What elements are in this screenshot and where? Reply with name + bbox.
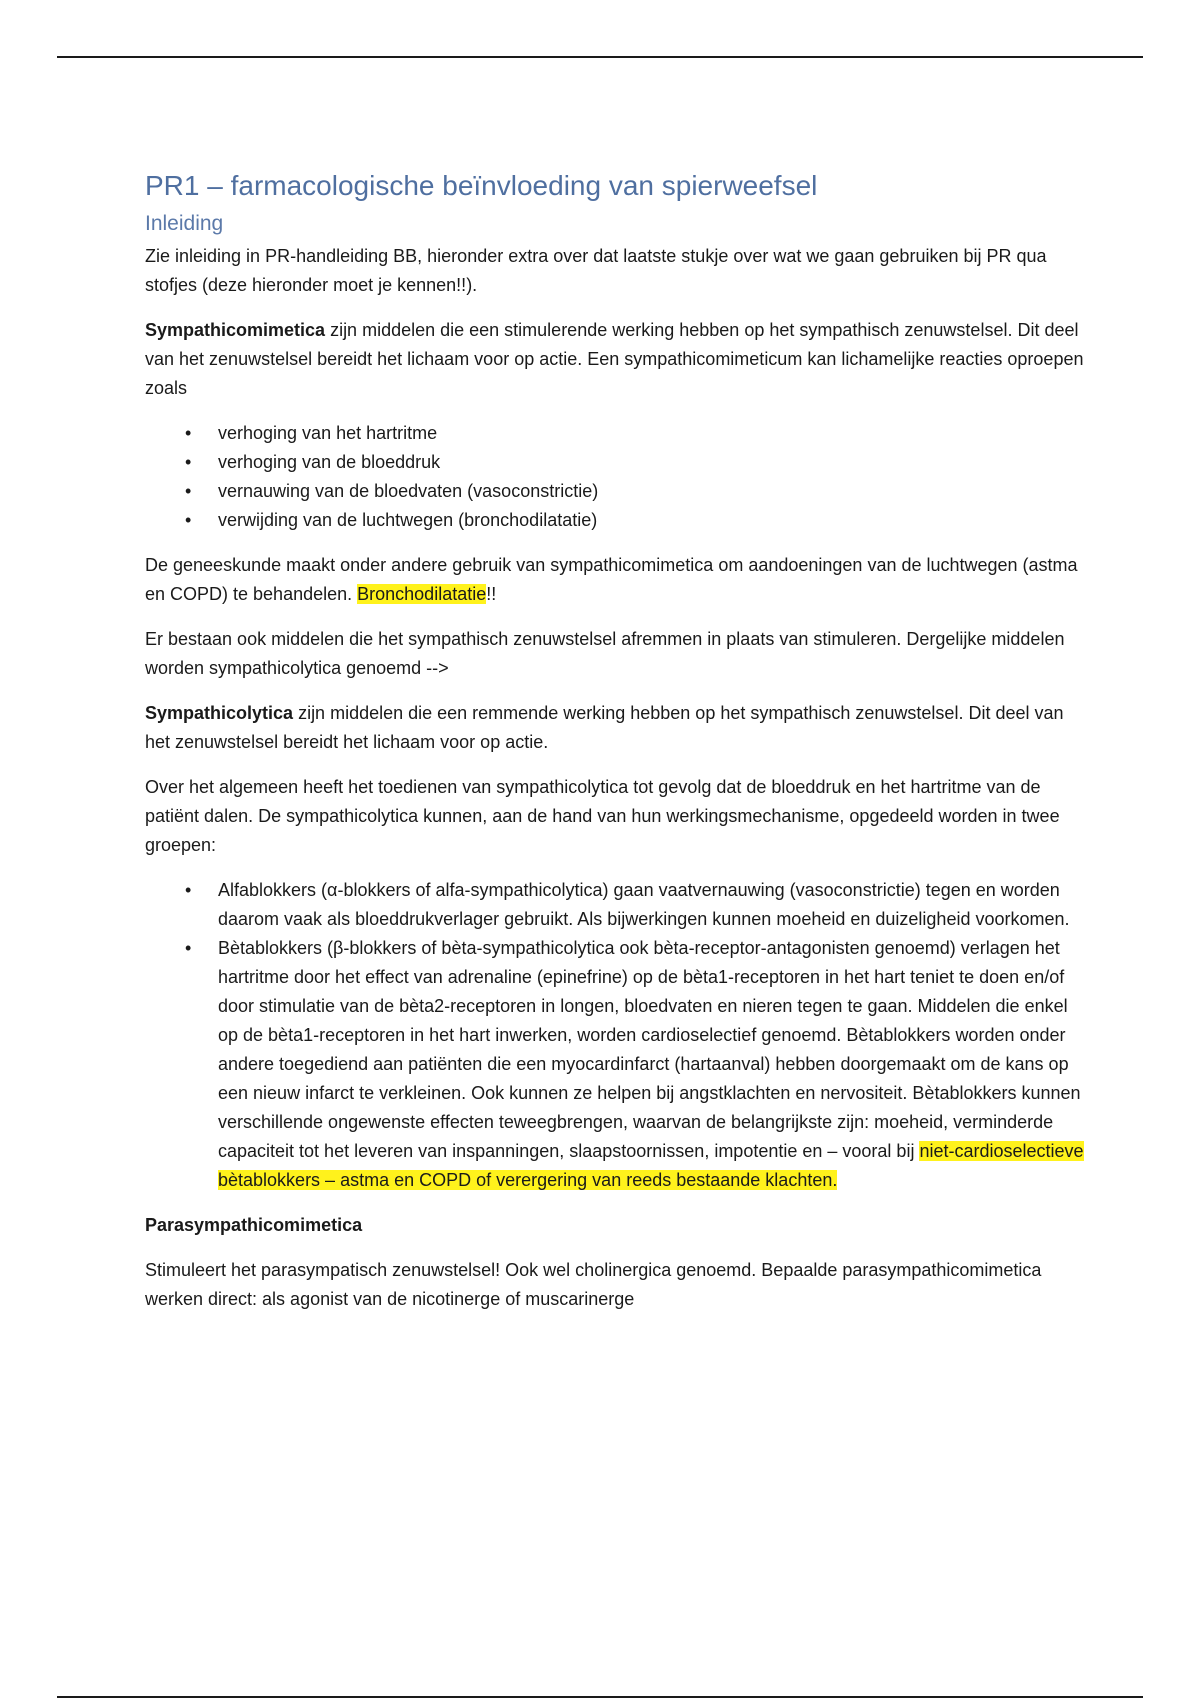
bullet-icon: • xyxy=(185,880,192,900)
effects-list xyxy=(145,419,1085,535)
transition-paragraph: Er bestaan ook middelen die het sympathisch zenuwstelsel afremmen in plaats van stimuleren. Dergelijke middelen worden sympathicolytica genoemd --> xyxy=(145,629,1065,678)
sympathicolytica-paragraph: Sympathicolytica zijn middelen die een remmende werking hebben op het sympathisch zenuwstelsel. Dit deel van het zenuwstelsel bereidt het lichaam voor op actie. xyxy=(145,703,1064,752)
list-item-alfablokkers: • Alfablokkers (α-blokkers of alfa-sympathicolytica) gaan vaatvernauwing (vasoconstrictie) tegen en worden daarom vaak als bloeddrukverlager gebruikt. Als bijwerkingen kunnen moeheid en duizeligheid voorkomen. xyxy=(145,876,1085,934)
list-item: • verwijding van de luchtwegen (bronchodilatatie) xyxy=(145,506,1085,535)
sympathicolytica-term: Sympathicolytica xyxy=(145,703,294,723)
highlight-niet-cardioselectief: niet-cardioselectieve bètablokkers – astma en COPD of verergering van reeds bestaande klachten. xyxy=(218,1141,1084,1190)
sympathicomimetica-term: Sympathicomimetica xyxy=(145,320,326,340)
section-heading-inleiding: Inleiding xyxy=(145,212,224,235)
bullet-icon: • xyxy=(185,423,192,443)
bullet-icon: • xyxy=(185,510,192,530)
list-item: • verhoging van het hartritme xyxy=(145,419,1085,448)
blocker-groups-list xyxy=(145,876,1085,1195)
list-item-betablokkers: • Bètablokkers (β-blokkers of bèta-sympathicolytica ook bèta-receptor-antagonisten genoemd) verlagen het hartritme door het effect van adrenaline (epinefrine) op de bèta1-receptoren in het hart teniet te doen en/of door stimulatie van de bèta2-receptoren in longen, bloedvaten en nieren tegen te gaan. Middelen die enkel op de bèta1-receptoren in het hart inwerken, worden cardioselectief genoemd. Bètablokkers worden onder andere toegediend aan patiënten die een myocardinfarct (hartaanval) hebben doorgemaakt om de kans op een nieuw infarct te verkleinen. Ook kunnen ze helpen bij angstklachten en nervositeit. Bètablokkers kunnen verschillende ongewenste effecten teweegbrengen, waarvan de belangrijkste zijn: moeheid, verminderde capaciteit tot het leveren van inspanningen, slaapstoornissen, impotentie en – vooral bij niet-cardioselectieve bètablokkers – astma en COPD of verergering van reeds bestaande klachten. xyxy=(145,934,1085,1195)
intro-paragraph: Zie inleiding in PR-handleiding BB, hieronder extra over dat laatste stukje over wat we gaan gebruiken bij PR qua stofjes (deze hieronder moet je kennen!!). xyxy=(145,246,1047,295)
page-title: PR1 – farmacologische beïnvloeding van spierweefsel xyxy=(145,170,818,201)
sympathicomimetica-paragraph xyxy=(145,316,1085,403)
sympathicomimetica-text: zijn middelen die een stimulerende werking hebben op het sympathisch zenuwstelsel. Dit deel van het zenuwstelsel bereidt het lichaam voor op actie. Een sympathicomimeticum kan lichamelijke reacties oproepen zoals xyxy=(145,320,1084,398)
list-item: • vernauwing van de bloedvaten (vasoconstrictie) xyxy=(145,477,1085,506)
parasympathicomimetica-heading: Parasympathicomimetica xyxy=(145,1215,363,1235)
list-item: • verhoging van de bloeddruk xyxy=(145,448,1085,477)
bullet-icon: • xyxy=(185,481,192,501)
parasympathicomimetica-paragraph: Stimuleert het parasympatisch zenuwstelsel! Ook wel cholinergica genoemd. Bepaalde parasympathicomimetica werken direct: als agonist van de nicotinerge of muscarinerge xyxy=(145,1260,1042,1309)
bullet-icon: • xyxy=(185,938,192,958)
usage-paragraph: De geneeskunde maakt onder andere gebruik van sympathicomimetica om aandoeningen van de luchtwegen (astma en COPD) te behandelen. Bronchodilatatie!! xyxy=(145,555,1078,604)
header-rule xyxy=(57,56,1143,58)
document-page xyxy=(145,168,1085,1330)
general-paragraph: Over het algemeen heeft het toedienen van sympathicolytica tot gevolg dat de bloeddruk en het hartritme van de patiënt dalen. De sympathicolytica kunnen, aan de hand van hun werkingsmechanisme, opgedeeld worden in twee groepen: xyxy=(145,777,1060,855)
bullet-icon: • xyxy=(185,452,192,472)
footer-rule xyxy=(57,1696,1143,1698)
highlight-bronchodilatatie: Bronchodilatatie xyxy=(357,584,487,604)
